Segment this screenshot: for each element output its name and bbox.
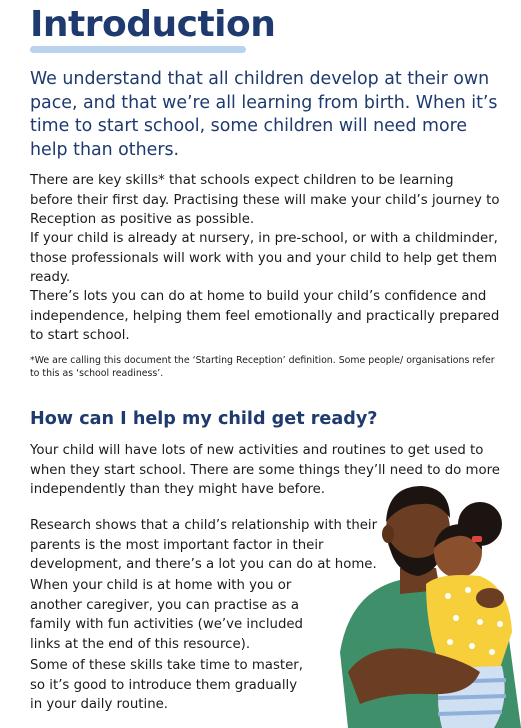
title-underline [30,46,246,53]
section-paragraph-3: When your child is at home with you or another caregiver, you can practise as a family with fun activities (we’ve included links at the end of this resource). [30,578,304,652]
footnote: *We are calling this document the ‘Starting Reception’ definition. Some people/ organisations refer to this as ‘school readiness’. [30,355,495,379]
child-hair-tie [472,536,482,542]
parent-ear [382,525,394,543]
title-block [30,2,275,48]
section-paragraph-1: Your child will have lots of new activities and routines to get used to when they start school. There are some things they’ll need to do more independently than they might have before. [30,443,500,497]
section-paragraph-4: Some of these skills take time to master, so it’s good to introduce them gradually in your daily routine. [30,658,303,712]
parent-hand [476,588,504,608]
parent-hugging-child-illustration [330,472,521,728]
page-title: Introduction [30,4,276,45]
section-heading: How can I help my child get ready? [30,409,378,429]
intro-paragraph-3: There’s lots you can do at home to build your child’s confidence and independence, helping them feel emotionally and practically prepared to start school. [30,289,500,343]
section-paragraph-2: Research shows that a child’s relationship with their parents is the most important factor in their development, and there’s a lot you can do at home. [30,518,378,572]
lead-paragraph: We understand that all children develop at their own pace, and that we’re all learning from birth. When it’s time to start school, some children will need more help than others. [30,69,498,160]
intro-paragraph-2: If your child is already at nursery, in pre-school, or with a childminder, those professionals will work with you and your child to help get them ready. [30,231,498,285]
intro-paragraph-1: There are key skills* that schools expect children to be learning before their first day. Practising these will make your child’s journey to Reception as positive as possible. [30,173,500,227]
